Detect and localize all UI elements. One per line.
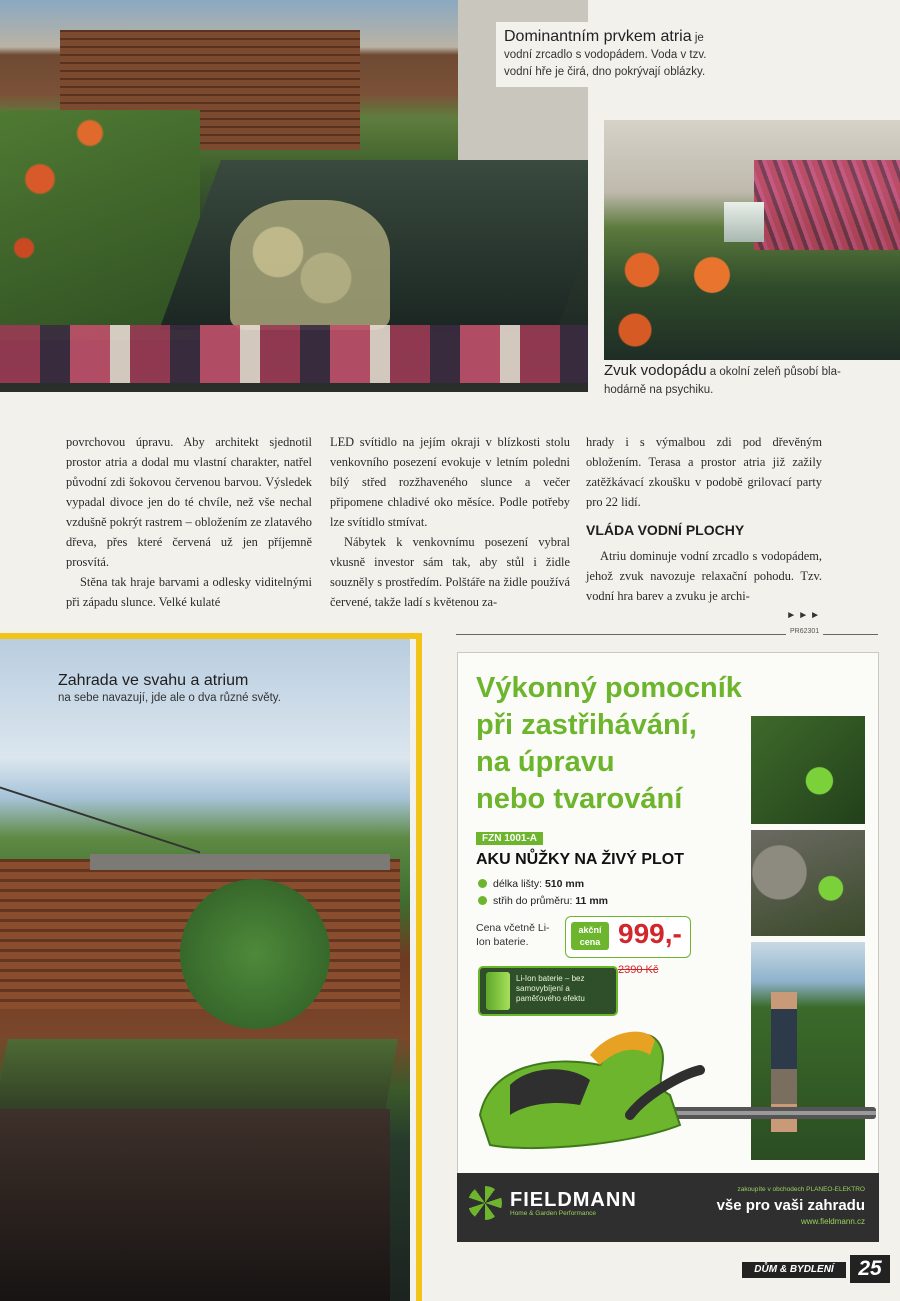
ad-website: www.fieldmann.cz — [800, 1217, 865, 1226]
yellow-frame — [0, 633, 422, 1301]
price-note: Cena včetně Li-Ion baterie. — [476, 922, 550, 948]
hedge-trimming-photo — [751, 716, 865, 824]
section-heading: VLÁDA VODNÍ PLOCHY — [586, 522, 745, 538]
top-photo-caption — [496, 22, 896, 87]
battery-badge — [478, 966, 618, 1016]
spec-value: 510 mm — [544, 878, 585, 890]
side-photo-caption — [604, 362, 900, 399]
brand-name: FIELDMANN — [510, 1189, 637, 1211]
spec-label: délka lišty: — [493, 878, 545, 890]
battery-icon — [486, 972, 510, 1010]
paragraph: Stěna tak hraje barvami a odlesky viditelnými při západu slunce. Velké kulaté — [66, 575, 312, 609]
spec-label: střih do průměru: — [493, 895, 576, 907]
caption-body: na sebe navazují, jde ale o dva různé světy. — [58, 692, 281, 704]
waterfall-photo — [604, 120, 900, 360]
battery-text: Li-Ion baterie – bez samovybíjení a paměťového efektu — [516, 974, 585, 1003]
price: 999,- — [618, 918, 682, 949]
garden-photo-caption — [58, 672, 388, 706]
caption-head: Zahrada ve svahu a atrium — [58, 672, 249, 689]
availability-text: zakoupíte v obchodech PLANEO-ELEKTRO — [737, 1186, 865, 1193]
ad-headline — [476, 670, 776, 818]
paragraph: povrchovou úpravu. Aby architekt sjednotil prostor atria a dodal mu vlastní charakter, natřel původní zdi šokovou červenou barvou. Výsledek vypadal divoce jen do té chvíle, než vše nechal vzdušně pokrýt rastrem – obložením ze zlatavého dřeva, přes které červená už jen příjemně prosvítá. — [66, 435, 312, 569]
gear-icon — [478, 879, 487, 888]
spec-value: 11 mm — [575, 895, 608, 907]
caption-line: vodní hře je čirá, dno pokrývají oblázky. — [504, 66, 706, 78]
headline-line: při zastřihávání, — [476, 709, 697, 741]
caption-head: Dominantním prvkem atria — [504, 28, 692, 45]
gear-icon — [478, 896, 487, 905]
spec-cut-diameter — [478, 895, 608, 907]
article-column-1 — [66, 432, 312, 612]
flower-logo-icon — [468, 1186, 502, 1220]
model-badge: FZN 1001-A — [476, 832, 543, 845]
spec-blade-length — [478, 878, 584, 890]
caption-head: Zvuk vodopádu — [604, 362, 707, 379]
fieldmann-logo — [468, 1186, 637, 1220]
page-number: 25 — [850, 1255, 890, 1283]
caption-line: hodárně na psychiku. — [604, 384, 714, 396]
headline-line: Výkonný pomocník — [476, 672, 742, 704]
paragraph: Atriu dominuje vodní zrcadlo s vodopádem, jehož zvuk navozuje relaxační pohodu. Tzv. vodní hra barev a zvuku je archi- — [586, 549, 822, 603]
magazine-name: DŮM & BYDLENÍ — [742, 1262, 846, 1278]
trimmer-on-rocks-photo — [751, 830, 865, 936]
caption-line: vodní zrcadlo s vodopádem. Voda v tzv. — [504, 49, 707, 61]
caption-head-tail: a okolní zeleň působí bla- — [706, 366, 841, 378]
paragraph: hrady i s výmalbou zdi pod dřevěným obložením. Terasa a prostor atria již zažily zatěžkávací zkoušku v podobě grilovací party pro 22 lidí. — [586, 435, 822, 509]
continue-arrows-icon: ►►► — [786, 610, 822, 621]
old-price: 2390 Kč — [618, 964, 659, 976]
ad-slogan: vše pro vaši zahradu — [716, 1197, 865, 1214]
article-column-2 — [330, 432, 570, 612]
headline-line: na úpravu — [476, 746, 615, 778]
article-column-3 — [586, 432, 822, 626]
brand-tagline: Home & Garden Performance — [510, 1210, 596, 1217]
paragraph: Nábytek k venkovnímu posezení vybral vkusně investor sám tak, aby stůl i židle souzněly s prostředím. Polštáře na židle používá červené, takže ladí s květenou za- — [330, 535, 570, 609]
ad-code: PR62301 — [786, 628, 823, 635]
paragraph: LED svítidlo na jejím okraji v blízkosti stolu venkovního posezení evokuje v letním poledni bílý střed rozžhaveného slunce a večer připomene chladivé oko měsíce. Podle potřeby lze svítidlo stmívat. — [330, 435, 570, 529]
caption-head-tail: je — [691, 32, 704, 44]
sale-badge: akční cena — [571, 922, 609, 950]
headline-line: nebo tvarování — [476, 783, 683, 815]
hedge-trimmer-illustration — [470, 1025, 880, 1155]
product-name: AKU NŮŽKY NA ŽIVÝ PLOT — [476, 851, 685, 868]
